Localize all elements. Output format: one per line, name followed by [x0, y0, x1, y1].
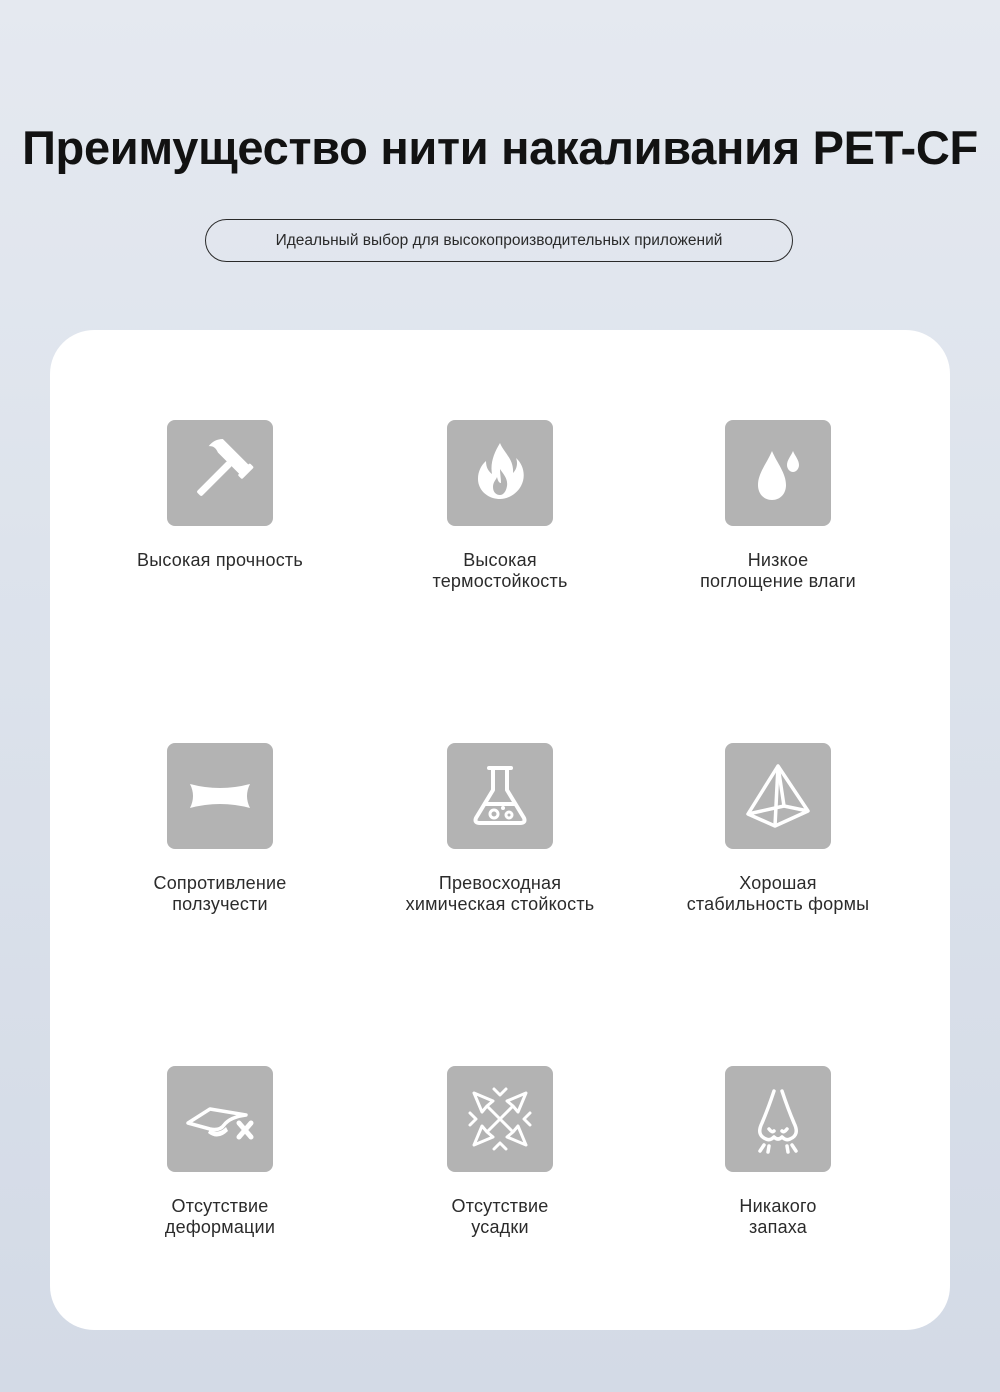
- feature-chemical-resistance: [350, 743, 650, 915]
- page-title: Преимущество нити накаливания PET-CF: [22, 121, 978, 174]
- feature-label: Хорошая стабильность формы: [686, 873, 870, 914]
- feature-no-odor: [628, 1066, 928, 1238]
- no-shrink-arrows-icon: [447, 1066, 553, 1172]
- hammer-icon: [167, 420, 273, 526]
- flame-icon: [447, 420, 553, 526]
- curved-bar-icon: [167, 743, 273, 849]
- warp-sheet-icon: [167, 1066, 273, 1172]
- feature-label: Превосходная химическая стойкость: [405, 873, 595, 914]
- feature-shape-stability: [628, 743, 928, 915]
- features-card: [50, 330, 950, 1330]
- feature-label: Отсутствие деформации: [164, 1196, 276, 1237]
- feature-label: Высокая прочность: [137, 550, 303, 570]
- feature-no-warping: [70, 1066, 370, 1238]
- nose-icon: [725, 1066, 831, 1172]
- flask-icon: [447, 743, 553, 849]
- water-drops-icon: [725, 420, 831, 526]
- pyramid-icon: [725, 743, 831, 849]
- feature-label: Никакого запаха: [739, 1196, 817, 1237]
- feature-label: Низкое поглощение влаги: [700, 550, 856, 591]
- subtitle-pill: [205, 219, 793, 262]
- feature-label: Сопротивление ползучести: [153, 873, 287, 914]
- feature-low-moisture: [628, 420, 928, 592]
- feature-label: Отсутствие усадки: [451, 1196, 549, 1237]
- feature-high-strength: [70, 420, 370, 571]
- feature-label: Высокая термостойкость: [432, 550, 568, 591]
- feature-no-shrinkage: [350, 1066, 650, 1238]
- feature-creep-resistance: [70, 743, 370, 915]
- feature-heat-resistance: [350, 420, 650, 592]
- subtitle-text: Идеальный выбор для высокопроизводительных приложений: [275, 231, 723, 249]
